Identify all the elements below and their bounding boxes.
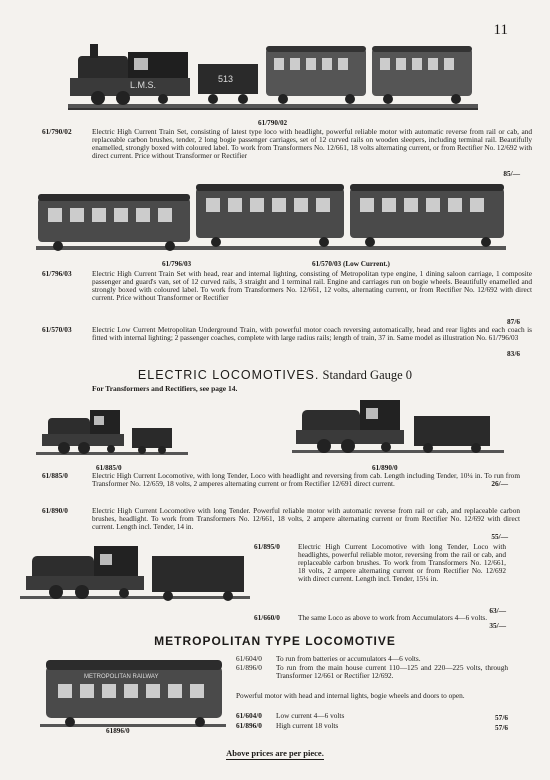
item-price: 63/— xyxy=(489,605,506,615)
locomotive-895-illustration xyxy=(20,542,250,606)
item-description: Electric High Current Train Set with head, rear and internal lighting, consisting of Metropolitan type engine, 1 dining saloon carriage, 1 composite passenger and guard's van, set of 12 curved rails, 3 straight and 1 terminal rail. Engine and carriages run on bogie wheels. Beautifully enamelled and strongly boxed with coloured label. To work from Transformers No. 12/661, 12 volts, alternating current, or from Rectifier No. 12/692 with direct current. Price without Transformer or Rectifier xyxy=(92,269,532,303)
item-description: Electric High Current Locomotive with long Tender, Loco with headlights, powerful reliable motor, reversing from the rail or cab, and replaceable carbon brushes. To work from Transformers No. 12/661, 18 volts, 2 ampere alternating current or from Rectifier No. 12/692 with direct current. Length incl. Tender, 15¼ in. xyxy=(298,542,506,584)
metropolitan-train-illustration xyxy=(36,180,506,258)
catalog-number: 61/895/0 xyxy=(254,542,280,551)
item-description: To run from batteries or accumulators 4—6 volts. xyxy=(276,654,421,663)
price-label: Low current 4—6 volts xyxy=(276,711,345,720)
catalog-entry xyxy=(42,269,532,326)
item-description: Electric High Current Locomotive with long Tender. Powerful reliable motor with automatic reverse from rail or cab, and replaceable carbon brushes, headlight. To work from Transformers No. 12/661, 18 volts, 2 ampere alternating current or from Rectifier No. 12/692 with direct current. Length incl. Tender, 14 in. xyxy=(92,506,520,532)
item-price: 85/— xyxy=(503,168,520,178)
option-line xyxy=(236,664,508,690)
train-set-illustration xyxy=(68,38,478,118)
item-price: 57/6 xyxy=(495,722,508,732)
catalog-entry xyxy=(42,471,520,506)
section-heading: METROPOLITAN TYPE LOCOMOTIVE xyxy=(154,634,396,648)
catalog-number: 61/604/0 xyxy=(236,654,262,663)
price-line xyxy=(236,722,508,732)
locomotive-890-illustration xyxy=(292,394,504,460)
item-price: 26/— xyxy=(491,479,508,488)
image-caption: 61/796/03 xyxy=(162,260,192,268)
locomotive-885-illustration xyxy=(36,404,188,460)
item-description: Electric High Current Train Set, consisting of latest type loco with headlight, powerful reliable motor with automatic reverse from rail or cab, and replaceable carbon brushes, tender, 2 long bogie passenger carriages, set of 12 curved rails on wooden sleepers, including terminal rail. Beautifully enamelled, strongly boxed with coloured label. To work from Transformers No. 12/661, 18 volts alternating current, or from Rectifier No. 12/692 with direct current. Price without Transformer or Rectifier xyxy=(92,127,532,161)
catalog-number: 61/604/0 xyxy=(236,711,262,720)
item-price: 87/6 xyxy=(507,316,520,326)
item-price: 83/6 xyxy=(507,348,520,358)
item-price: 57/6 xyxy=(495,712,508,722)
item-price: 35/— xyxy=(489,620,506,630)
item-description: Electric High Current Locomotive, with long Tender, Loco with headlight and reversing from cab. Length including Tender, 10¼ in. To run from Transformer No. 12/659, 18 volts, 2 amperes alternating current or from Rectifier 12/691 direct current. xyxy=(92,471,520,489)
image-caption: 61896/0 xyxy=(106,727,130,735)
item-price: 55/— xyxy=(491,531,508,541)
section-heading xyxy=(0,368,550,383)
footer-text: Above prices are per piece. xyxy=(226,748,324,758)
page-number: 11 xyxy=(493,22,508,38)
catalog-entry xyxy=(254,543,506,615)
description: Powerful motor with head and internal lights, bogie wheels and doors to open. xyxy=(236,691,465,700)
catalog-number: 61/896/0 xyxy=(236,721,262,730)
catalog-number: 61/896/0 xyxy=(236,663,262,672)
heading-main: ELECTRIC LOCOMOTIVES. xyxy=(137,368,320,382)
catalog-entry xyxy=(42,127,532,178)
catalog-number: 61/660/0 xyxy=(254,613,280,622)
catalog-entry xyxy=(42,506,520,541)
section-subheading: For Transformers and Rectifiers, see page 14. xyxy=(92,384,238,393)
image-caption: 61/570/03 (Low Current.) xyxy=(312,260,390,268)
catalog-entry xyxy=(254,614,506,630)
item-description: The same Loco as above to work from Accumulators 4—6 volts. xyxy=(298,613,488,622)
locomotive-side-lettering: METROPOLITAN RAILWAY xyxy=(84,674,159,680)
tender-number: 513 xyxy=(218,74,234,84)
catalog-entry xyxy=(42,325,532,358)
loco-cab-lettering: L.M.S. xyxy=(130,80,157,90)
image-caption: 61/790/02 xyxy=(258,119,288,127)
catalog-number: 61/885/0 xyxy=(42,471,68,480)
catalog-number: 61/570/03 xyxy=(42,325,72,334)
catalog-number: 61/790/02 xyxy=(42,127,72,136)
item-description: To run from the main house current 110—125 and 220—225 volts, through Transformer 12/661 or Rectifier 12/692. xyxy=(276,663,508,681)
item-description: Electric Low Current Metropolitan Underground Train, with powerful motor coach reversing automatically, head and rear lights and each coach is fitted with internal lighting; 2 passenger coaches, complete with large radius rails; length of train, 37 in. Same model as illustration No. 61/796/03 xyxy=(92,325,532,343)
footer-note xyxy=(0,748,550,758)
heading-suffix: Standard Gauge 0 xyxy=(322,368,413,382)
catalog-number: 61/796/03 xyxy=(42,269,72,278)
image-caption: 61/885/0 xyxy=(96,464,122,472)
price-label: High current 18 volts xyxy=(276,721,339,730)
image-caption: 61/890/0 xyxy=(372,464,398,472)
metropolitan-locomotive-illustration xyxy=(40,654,226,732)
catalog-number: 61/890/0 xyxy=(42,506,68,515)
